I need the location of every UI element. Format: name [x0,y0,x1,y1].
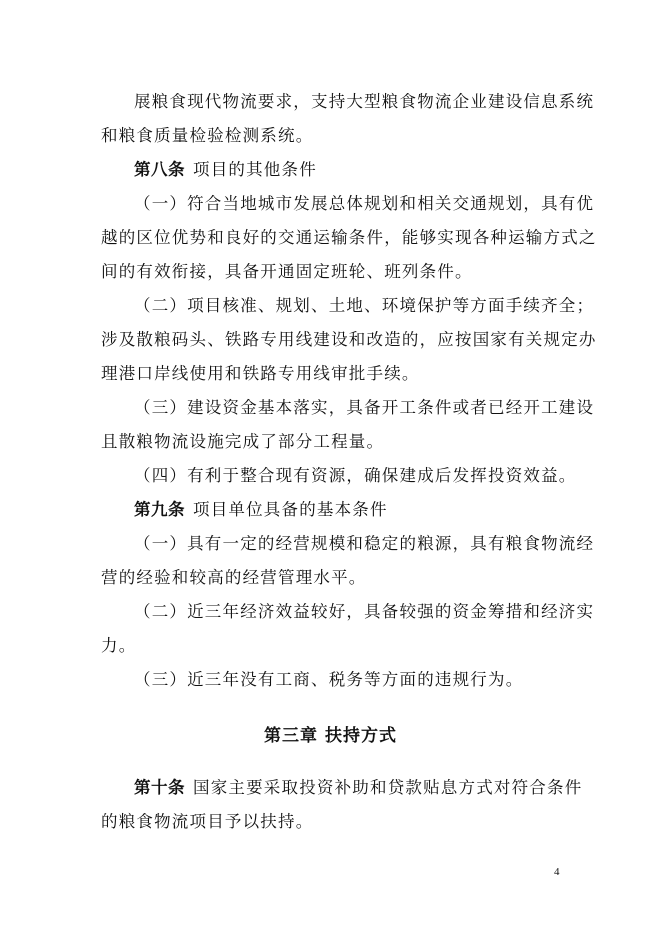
article-8-number: 第八条 [134,160,185,179]
paragraph-line: 理港口岸线使用和铁路专用线审批手续。 [101,364,420,383]
page-number: 4 [554,866,560,878]
article-9-heading [134,500,388,520]
article-8-title: 项目的其他条件 [193,160,317,179]
paragraph-line: 的粮食物流项目予以扶持。 [101,812,314,831]
article-10-first-line [134,778,582,798]
paragraph-line: 且散粮物流设施完成了部分工程量。 [101,432,385,451]
chapter-heading: 第三章 扶持方式 [264,726,397,746]
paragraph-line: （二）项目核准、规划、土地、环境保护等方面手续齐全； [134,296,595,315]
paragraph-line: （三）建设资金基本落实，具备开工条件或者已经开工建设 [134,398,595,417]
paragraph-line: 展粮食现代物流要求，支持大型粮食物流企业建设信息系统 [134,92,595,111]
paragraph-line: 力。 [101,636,137,655]
paragraph-line: 和粮食质量检验检测系统。 [101,126,314,145]
article-8-heading [134,160,317,180]
paragraph-line: （一）符合当地城市发展总体规划和相关交通规划，具有优 [134,194,595,213]
paragraph-line: 越的区位优势和良好的交通运输条件，能够实现各种运输方式之 [101,228,597,247]
article-9-title: 项目单位具备的基本条件 [193,500,388,519]
article-9-number: 第九条 [134,500,185,519]
paragraph-line: （二）近三年经济效益较好，具备较强的资金筹措和经济实 [134,602,595,621]
paragraph-line: （四）有利于整合现有资源，确保建成后发挥投资效益。 [134,466,577,485]
paragraph-line: （三）近三年没有工商、税务等方面的违规行为。 [134,670,524,689]
paragraph-line: （一）具有一定的经营规模和稳定的粮源，具有粮食物流经 [134,534,595,553]
article-10-number: 第十条 [134,778,185,797]
paragraph-line: 涉及散粮码头、铁路专用线建设和改造的，应按国家有关规定办 [101,330,597,349]
article-10-text: 国家主要采取投资补助和贷款贴息方式对符合条件 [193,778,583,797]
paragraph-line: 营的经验和较高的经营管理水平。 [101,568,367,587]
paragraph-line: 间的有效衔接，具备开通固定班轮、班列条件。 [101,262,473,281]
